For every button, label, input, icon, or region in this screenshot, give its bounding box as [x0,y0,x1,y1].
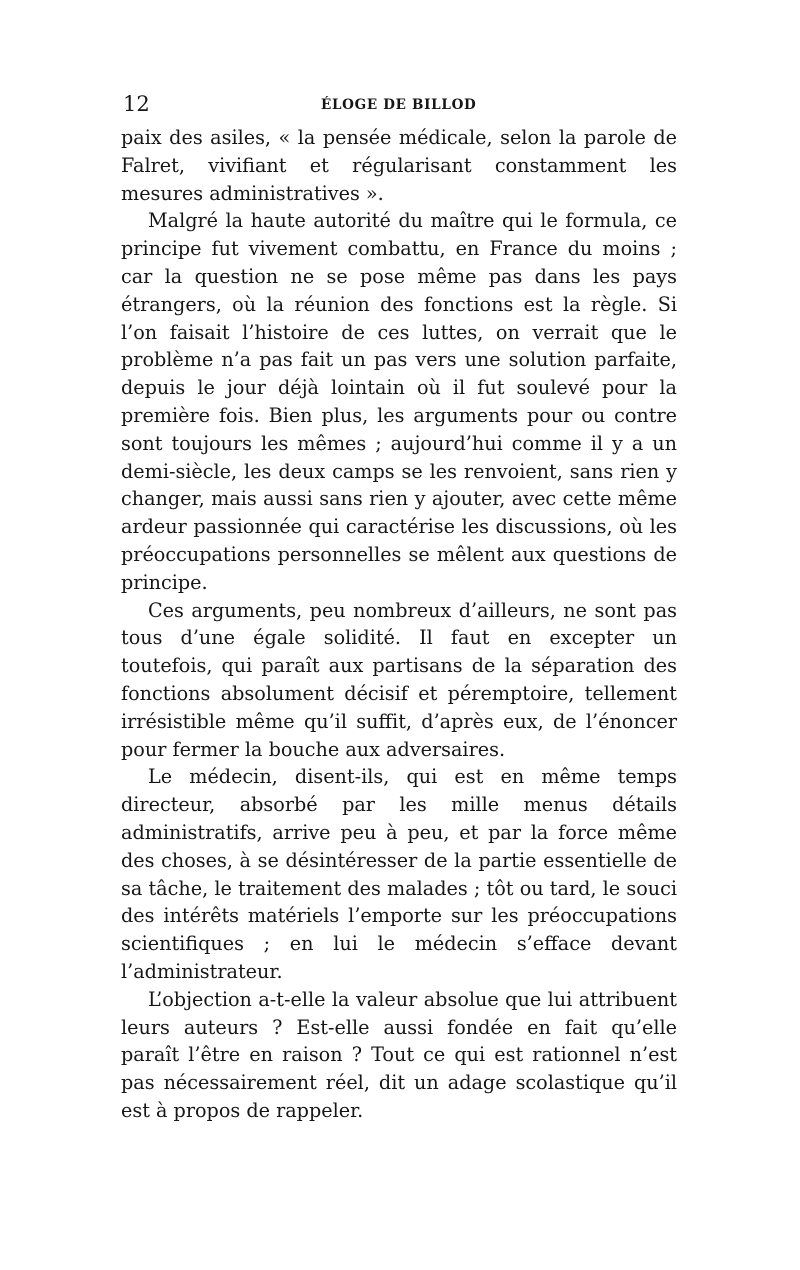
paragraph-physician-director: Le médecin, disent-ils, qui est en même temps directeur, absorbé par les mille menus détails administratifs, arrive peu à peu, et par la force même des choses, à se désintéresser de la partie essentielle de sa tâche, le traitement des malades ; tôt ou tard, le souci des intérêts matériels l’emporte sur les préoccupations scientifiques ; en lui le médecin s’efface devant l’administrateur. [121,765,677,983]
page-number: 12 [123,92,150,116]
paragraph-principle-debate: Malgré la haute autorité du maître qui le formula, ce principe fut vivement combattu, en France du moins ; car la question ne se pose même pas dans les pays étrangers, où la réunion des fonctions est la règle. Si l’on faisait l’histoire de ces luttes, on verrait que le problème n’a pas fait un pas vers une solution parfaite, depuis le jour déjà lointain où il fut soulevé pour la première fois. Bien plus, les arguments pour ou contre sont toujours les mêmes ; aujourd’hui comme il y a un demi-siècle, les deux camps se les renvoient, sans rien y changer, mais aussi sans rien y ajouter, avec cette même ardeur passionnée qui caractérise les discussions, où les préoccupations personnelles se mêlent aux questions de principe. [121,209,677,594]
paragraph-arguments: Ces arguments, peu nombreux d’ailleurs, ne sont pas tous d’une égale solidité. Il faut en excepter un toutefois, qui paraît aux partisans de la séparation des fonctions absolument décisif et péremptoire, tellement irrésistible même qu’il suffit, d’après eux, de l’énoncer pour fermer la bouche aux adversaires. [121,598,677,761]
paragraph-objection: L’objection a-t-elle la valeur absolue que lui attribuent leurs auteurs ? Est-elle aussi fondée en fait qu’elle paraît l’être en raison ? Tout ce qui est rationnel n’est pas nécessairement réel, dit un adage scolastique qu’il est à propos de rappeler. [121,987,677,1122]
running-title: ÉLOGE DE BILLOD [321,97,477,113]
paragraph-continued-from-previous-page: paix des asiles, « la pensée médicale, selon la parole de Falret, vivifiant et régularisant constamment les mesures administratives ». [121,126,677,205]
running-head [123,92,675,116]
body-text [121,124,677,1125]
